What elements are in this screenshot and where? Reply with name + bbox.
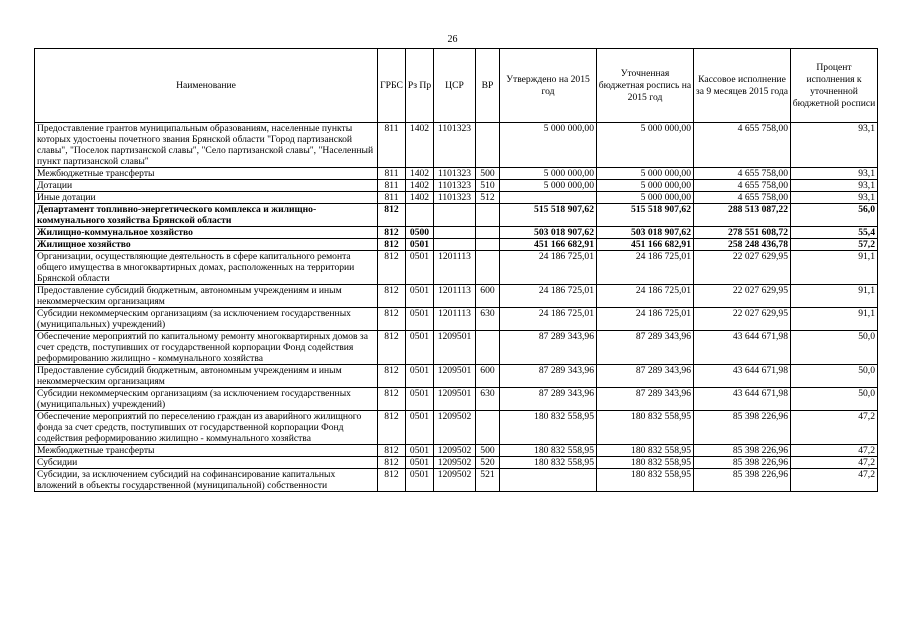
cell-cash: 22 027 629,95 bbox=[694, 251, 791, 285]
cell-percent: 50,0 bbox=[791, 388, 878, 411]
cell-vr: 630 bbox=[476, 308, 500, 331]
table-row bbox=[35, 204, 878, 227]
table-row bbox=[35, 308, 878, 331]
cell-rzpr: 0501 bbox=[406, 331, 434, 365]
cell-name: Межбюджетные трансферты bbox=[35, 168, 378, 180]
cell-vr bbox=[476, 239, 500, 251]
cell-vr: 600 bbox=[476, 285, 500, 308]
cell-name: Организации, осуществляющие деятельность в сфере капитального ремонта общего имущества в многоквартирных домах, расположенных на территории Брянской области bbox=[35, 251, 378, 285]
cell-refined: 5 000 000,00 bbox=[597, 192, 694, 204]
cell-approved: 180 832 558,95 bbox=[500, 411, 597, 445]
cell-cash: 85 398 226,96 bbox=[694, 411, 791, 445]
cell-percent: 93,1 bbox=[791, 192, 878, 204]
cell-csr bbox=[434, 227, 476, 239]
cell-grbs: 812 bbox=[378, 239, 406, 251]
cell-vr bbox=[476, 331, 500, 365]
cell-percent: 93,1 bbox=[791, 123, 878, 168]
cell-approved: 87 289 343,96 bbox=[500, 331, 597, 365]
cell-rzpr: 0501 bbox=[406, 308, 434, 331]
cell-cash: 4 655 758,00 bbox=[694, 180, 791, 192]
header-cash: Кассовое исполнение за 9 месяцев 2015 года bbox=[694, 49, 791, 123]
cell-approved: 503 018 907,62 bbox=[500, 227, 597, 239]
cell-csr: 1209502 bbox=[434, 445, 476, 457]
cell-vr bbox=[476, 204, 500, 227]
cell-csr: 1209501 bbox=[434, 331, 476, 365]
cell-vr: 510 bbox=[476, 180, 500, 192]
cell-cash: 22 027 629,95 bbox=[694, 285, 791, 308]
cell-refined: 5 000 000,00 bbox=[597, 168, 694, 180]
table-row bbox=[35, 180, 878, 192]
cell-approved: 24 186 725,01 bbox=[500, 285, 597, 308]
cell-percent: 57,2 bbox=[791, 239, 878, 251]
cell-rzpr bbox=[406, 204, 434, 227]
cell-csr: 1201113 bbox=[434, 285, 476, 308]
cell-refined: 503 018 907,62 bbox=[597, 227, 694, 239]
cell-refined: 24 186 725,01 bbox=[597, 251, 694, 285]
cell-rzpr: 0501 bbox=[406, 365, 434, 388]
cell-refined: 451 166 682,91 bbox=[597, 239, 694, 251]
table-row bbox=[35, 365, 878, 388]
cell-vr: 512 bbox=[476, 192, 500, 204]
cell-name: Дотации bbox=[35, 180, 378, 192]
table-row bbox=[35, 123, 878, 168]
table-row bbox=[35, 457, 878, 469]
table-row bbox=[35, 331, 878, 365]
cell-grbs: 811 bbox=[378, 192, 406, 204]
cell-csr: 1209502 bbox=[434, 457, 476, 469]
cell-approved: 451 166 682,91 bbox=[500, 239, 597, 251]
cell-name: Жилищное хозяйство bbox=[35, 239, 378, 251]
cell-grbs: 812 bbox=[378, 251, 406, 285]
budget-execution-table bbox=[34, 48, 878, 492]
cell-name: Иные дотации bbox=[35, 192, 378, 204]
cell-cash: 4 655 758,00 bbox=[694, 168, 791, 180]
cell-rzpr: 0501 bbox=[406, 411, 434, 445]
cell-vr bbox=[476, 123, 500, 168]
cell-percent: 93,1 bbox=[791, 168, 878, 180]
cell-rzpr: 0501 bbox=[406, 388, 434, 411]
cell-name: Межбюджетные трансферты bbox=[35, 445, 378, 457]
cell-vr bbox=[476, 411, 500, 445]
cell-grbs: 812 bbox=[378, 411, 406, 445]
cell-rzpr: 0501 bbox=[406, 239, 434, 251]
cell-approved: 515 518 907,62 bbox=[500, 204, 597, 227]
cell-grbs: 812 bbox=[378, 365, 406, 388]
table-row bbox=[35, 445, 878, 457]
cell-name: Субсидии bbox=[35, 457, 378, 469]
table-row bbox=[35, 168, 878, 180]
cell-csr: 1201113 bbox=[434, 251, 476, 285]
cell-rzpr: 0501 bbox=[406, 469, 434, 492]
cell-refined: 180 832 558,95 bbox=[597, 469, 694, 492]
cell-csr: 1101323 bbox=[434, 168, 476, 180]
cell-approved: 5 000 000,00 bbox=[500, 180, 597, 192]
cell-csr bbox=[434, 239, 476, 251]
table-row bbox=[35, 469, 878, 492]
header-vr: ВР bbox=[476, 49, 500, 123]
cell-name: Жилищно-коммунальное хозяйство bbox=[35, 227, 378, 239]
cell-rzpr: 0501 bbox=[406, 445, 434, 457]
cell-name: Субсидии, за исключением субсидий на софинансирование капитальных вложений в объекты государственной (муниципальной) собственности bbox=[35, 469, 378, 492]
cell-refined: 87 289 343,96 bbox=[597, 388, 694, 411]
table-row bbox=[35, 285, 878, 308]
cell-approved bbox=[500, 469, 597, 492]
table-row bbox=[35, 251, 878, 285]
cell-name: Обеспечение мероприятий по переселению граждан из аварийного жилищного фонда за счет средств, поступивших от государственной корпорации Фонд содействия реформированию жилищно - коммунального хозяйства bbox=[35, 411, 378, 445]
cell-approved: 180 832 558,95 bbox=[500, 445, 597, 457]
cell-csr: 1209502 bbox=[434, 411, 476, 445]
cell-rzpr: 0501 bbox=[406, 285, 434, 308]
header-percent: Процент исполнения к уточненной бюджетной росписи bbox=[791, 49, 878, 123]
cell-percent: 50,0 bbox=[791, 331, 878, 365]
cell-name: Субсидии некоммерческим организациям (за исключением государственных (муниципальных) учреждений) bbox=[35, 308, 378, 331]
cell-rzpr: 0500 bbox=[406, 227, 434, 239]
cell-grbs: 812 bbox=[378, 308, 406, 331]
cell-approved: 24 186 725,01 bbox=[500, 308, 597, 331]
cell-vr: 500 bbox=[476, 168, 500, 180]
cell-cash: 278 551 608,72 bbox=[694, 227, 791, 239]
cell-grbs: 812 bbox=[378, 204, 406, 227]
header-csr: ЦСР bbox=[434, 49, 476, 123]
cell-grbs: 812 bbox=[378, 331, 406, 365]
cell-cash: 258 248 436,78 bbox=[694, 239, 791, 251]
cell-percent: 56,0 bbox=[791, 204, 878, 227]
cell-name: Предоставление грантов муниципальным образованиям, населенные пункты которых удостоены почетного звания Брянской области "Город партизанской славы", "Поселок партизанской славы", "Село партизанской славы", "Населенный пункт партизанской славы" bbox=[35, 123, 378, 168]
cell-percent: 47,2 bbox=[791, 445, 878, 457]
table-row bbox=[35, 388, 878, 411]
cell-rzpr: 1402 bbox=[406, 123, 434, 168]
header-approved: Утверждено на 2015 год bbox=[500, 49, 597, 123]
cell-vr: 500 bbox=[476, 445, 500, 457]
cell-grbs: 812 bbox=[378, 469, 406, 492]
cell-percent: 47,2 bbox=[791, 411, 878, 445]
cell-cash: 43 644 671,98 bbox=[694, 365, 791, 388]
cell-refined: 5 000 000,00 bbox=[597, 180, 694, 192]
cell-vr: 630 bbox=[476, 388, 500, 411]
cell-grbs: 811 bbox=[378, 123, 406, 168]
cell-cash: 4 655 758,00 bbox=[694, 192, 791, 204]
cell-refined: 515 518 907,62 bbox=[597, 204, 694, 227]
cell-rzpr: 1402 bbox=[406, 192, 434, 204]
cell-csr: 1101323 bbox=[434, 180, 476, 192]
cell-cash: 43 644 671,98 bbox=[694, 388, 791, 411]
cell-cash: 85 398 226,96 bbox=[694, 469, 791, 492]
cell-vr: 600 bbox=[476, 365, 500, 388]
cell-csr bbox=[434, 204, 476, 227]
cell-refined: 24 186 725,01 bbox=[597, 285, 694, 308]
cell-rzpr: 0501 bbox=[406, 251, 434, 285]
cell-approved: 5 000 000,00 bbox=[500, 168, 597, 180]
cell-grbs: 812 bbox=[378, 227, 406, 239]
cell-vr: 521 bbox=[476, 469, 500, 492]
cell-approved: 180 832 558,95 bbox=[500, 457, 597, 469]
cell-percent: 91,1 bbox=[791, 251, 878, 285]
cell-refined: 180 832 558,95 bbox=[597, 445, 694, 457]
cell-vr bbox=[476, 251, 500, 285]
cell-approved: 24 186 725,01 bbox=[500, 251, 597, 285]
cell-refined: 180 832 558,95 bbox=[597, 457, 694, 469]
table-header-row bbox=[35, 49, 878, 123]
cell-percent: 55,4 bbox=[791, 227, 878, 239]
cell-rzpr: 1402 bbox=[406, 180, 434, 192]
header-name: Наименование bbox=[35, 49, 378, 123]
cell-csr: 1201113 bbox=[434, 308, 476, 331]
table-body bbox=[35, 123, 878, 492]
cell-grbs: 812 bbox=[378, 445, 406, 457]
cell-approved: 87 289 343,96 bbox=[500, 365, 597, 388]
cell-percent: 93,1 bbox=[791, 180, 878, 192]
cell-approved bbox=[500, 192, 597, 204]
cell-rzpr: 1402 bbox=[406, 168, 434, 180]
cell-vr bbox=[476, 227, 500, 239]
header-refined: Уточненная бюджетная роспись на 2015 год bbox=[597, 49, 694, 123]
cell-csr: 1101323 bbox=[434, 192, 476, 204]
cell-vr: 520 bbox=[476, 457, 500, 469]
cell-rzpr: 0501 bbox=[406, 457, 434, 469]
cell-grbs: 811 bbox=[378, 168, 406, 180]
cell-cash: 43 644 671,98 bbox=[694, 331, 791, 365]
cell-name: Предоставление субсидий бюджетным, автономным учреждениям и иным некоммерческим организациям bbox=[35, 285, 378, 308]
cell-name: Предоставление субсидий бюджетным, автономным учреждениям и иным некоммерческим организациям bbox=[35, 365, 378, 388]
cell-approved: 87 289 343,96 bbox=[500, 388, 597, 411]
cell-name: Субсидии некоммерческим организациям (за исключением государственных (муниципальных) учреждений) bbox=[35, 388, 378, 411]
cell-name: Департамент топливно-энергетического комплекса и жилищно-коммунального хозяйства Брянской области bbox=[35, 204, 378, 227]
cell-cash: 4 655 758,00 bbox=[694, 123, 791, 168]
cell-percent: 47,2 bbox=[791, 457, 878, 469]
table-row bbox=[35, 227, 878, 239]
cell-cash: 288 513 087,22 bbox=[694, 204, 791, 227]
header-grbs: ГРБС bbox=[378, 49, 406, 123]
cell-refined: 5 000 000,00 bbox=[597, 123, 694, 168]
cell-refined: 87 289 343,96 bbox=[597, 365, 694, 388]
table-row bbox=[35, 192, 878, 204]
cell-csr: 1209501 bbox=[434, 388, 476, 411]
cell-cash: 85 398 226,96 bbox=[694, 457, 791, 469]
cell-refined: 87 289 343,96 bbox=[597, 331, 694, 365]
cell-approved: 5 000 000,00 bbox=[500, 123, 597, 168]
cell-grbs: 812 bbox=[378, 457, 406, 469]
cell-grbs: 812 bbox=[378, 388, 406, 411]
header-rzpr: Рз Пр bbox=[406, 49, 434, 123]
cell-percent: 91,1 bbox=[791, 285, 878, 308]
cell-percent: 47,2 bbox=[791, 469, 878, 492]
cell-cash: 22 027 629,95 bbox=[694, 308, 791, 331]
cell-percent: 91,1 bbox=[791, 308, 878, 331]
cell-refined: 180 832 558,95 bbox=[597, 411, 694, 445]
cell-csr: 1209501 bbox=[434, 365, 476, 388]
page-number: 26 bbox=[447, 34, 458, 45]
cell-name: Обеспечение мероприятий по капитальному ремонту многоквартирных домов за счет средств, поступивших от государственной корпорации Фонд содействия реформированию жилищно - коммунального хозяйства bbox=[35, 331, 378, 365]
cell-grbs: 812 bbox=[378, 285, 406, 308]
table-row bbox=[35, 239, 878, 251]
cell-percent: 50,0 bbox=[791, 365, 878, 388]
cell-cash: 85 398 226,96 bbox=[694, 445, 791, 457]
cell-csr: 1101323 bbox=[434, 123, 476, 168]
table-row bbox=[35, 411, 878, 445]
cell-csr: 1209502 bbox=[434, 469, 476, 492]
cell-grbs: 811 bbox=[378, 180, 406, 192]
cell-refined: 24 186 725,01 bbox=[597, 308, 694, 331]
